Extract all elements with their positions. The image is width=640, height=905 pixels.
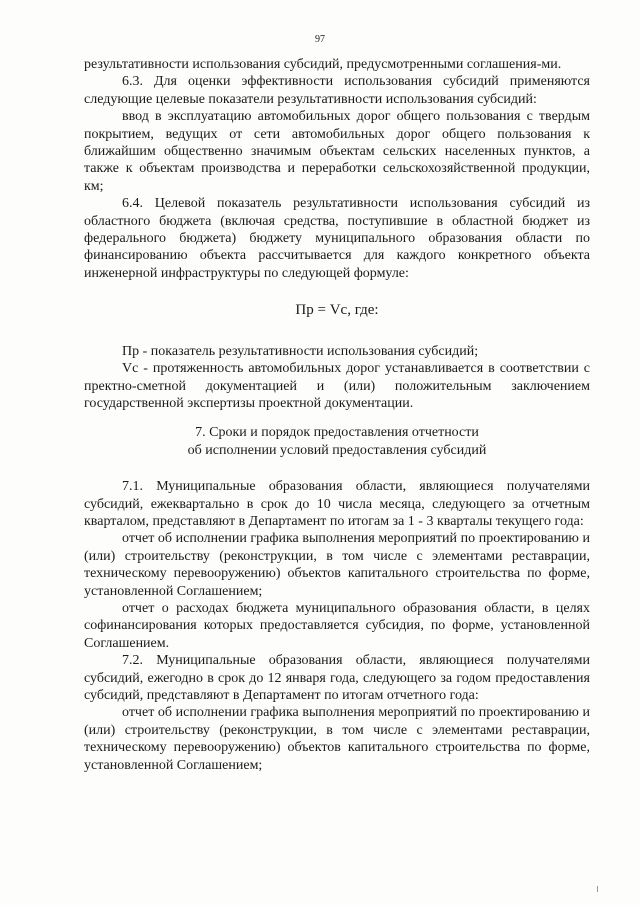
paragraph: ввод в эксплуатацию автомобильных дорог общего пользования с твердым покрытием, ведущих от сети автомобильных дорог общего пользования к ближайшим общественно значимым объектам сельских населенных пунктов, а также к объектам производства и переработки сельскохозяйственной продукции, км; [84, 109, 590, 194]
section-heading-line: 7. Сроки и порядок предоставления отчетности [195, 425, 479, 441]
scan-mark [597, 886, 598, 892]
paragraph: 6.3. Для оценки эффективности использования субсидий применяются следующие целевые показатели результативности использования субсидий: [84, 74, 590, 107]
paragraph: 7.2. Муниципальные образования области, являющиеся получателями субсидий, ежегодно в срок до 12 января года, следующего за годом предоставления субсидий, представляют в Департамент по итогам отчетного года: [84, 653, 590, 703]
paragraph: отчет о расходах бюджета муниципального образования области, в целях софинансирования которых предоставляется субсидия, по форме, установленной Соглашением. [84, 600, 590, 651]
document-body [84, 56, 590, 774]
definition: Vс - протяженность автомобильных дорог устанавливается в соответствии с пректно-сметной документацией и (или) положительным заключением государственной экспертизы проектной документации. [84, 361, 590, 411]
section-heading-line: об исполнении условий предоставления субсидий [187, 442, 487, 458]
paragraph: результативности использования субсидий, предусмотренными соглашения-ми. [84, 57, 562, 72]
paragraph: 6.4. Целевой показатель результативности использования субсидий из областного бюджета (включая средства, поступившие в областной бюджет из федерального бюджета) бюджету муниципального образования области по финансированию объекта рассчитывается для каждого конкретного объекта инженерной инфраструктуры по следующей формуле: [84, 196, 590, 281]
section-heading [84, 424, 590, 459]
paragraph: отчет об исполнении графика выполнения мероприятий по проектированию и (или) строительству (реконструкции, в том числе с элементами реставрации, техническому перевооружению) объектов капитального строительства по форме, установленной Соглашением; [84, 531, 590, 599]
paragraph: отчет об исполнении графика выполнения мероприятий по проектированию и (или) строительству (реконструкции, в том числе с элементами реставрации, техническому перевооружению) объектов капитального строительства по форме, установленной Соглашением; [84, 705, 590, 773]
page-number: 97 [315, 34, 325, 45]
paragraph: 7.1. Муниципальные образования области, являющиеся получателями субсидий, ежеквартально в срок до 10 числа месяца, следующего за отчетным кварталом, представляют в Департамент по итогам за 1 - 3 кварталы текущего года: [84, 479, 590, 529]
formula: Пр = Vс, где: [295, 302, 379, 319]
definition: Пр - показатель результативности использования субсидий; [122, 343, 479, 359]
